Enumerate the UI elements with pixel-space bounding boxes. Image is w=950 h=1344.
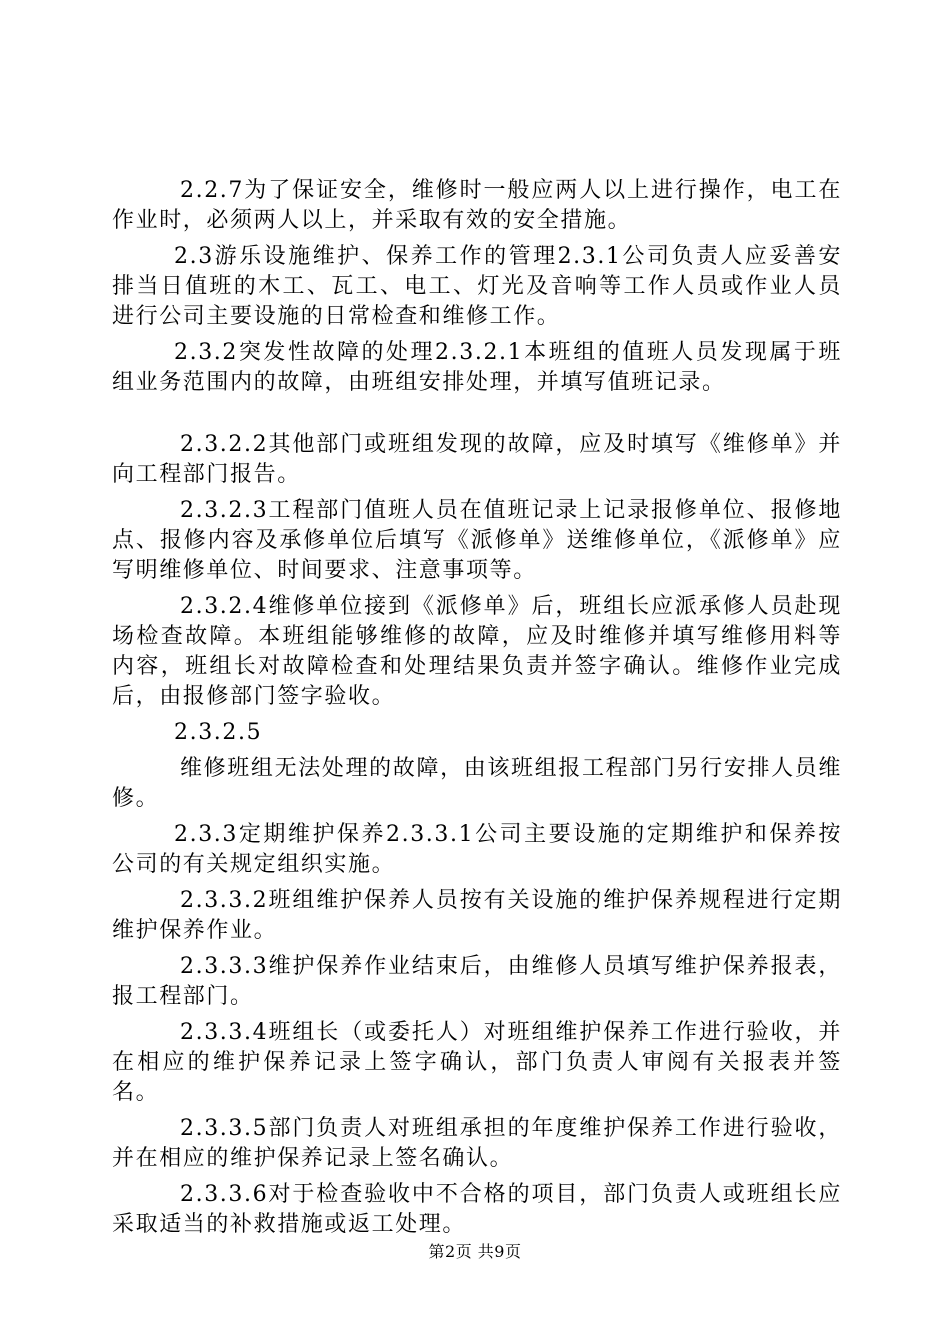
paragraph-2-3-3-4: 2.3.3.4班组长（或委托人）对班组维护保养工作进行验收，并在相应的维护保养记录上签字确认，部门负责人审阅有关报表并签名。	[112, 1020, 842, 1105]
paragraph-2-3-2-3: 2.3.2.3工程部门值班人员在值班记录上记录报修单位、报修地点、报修内容及承修单位后填写《派修单》送维修单位，《派修单》应写明维修单位、时间要求、注意事项等。	[112, 498, 842, 583]
paragraph-2-3-3-6: 2.3.3.6对于检查验收中不合格的项目，部门负责人或班组长应采取适当的补救措施或返工处理。	[112, 1182, 842, 1237]
paragraph-2-2-7: 2.2.7为了保证安全，维修时一般应两人以上进行操作，电工在作业时，必须两人以上，并采取有效的安全措施。	[112, 178, 842, 233]
paragraph-2-3-2-5-heading: 2.3.2.5	[174, 720, 263, 745]
paragraph-2-3-3-2: 2.3.3.2班组维护保养人员按有关设施的维护保养规程进行定期维护保养作业。	[112, 888, 842, 943]
paragraph-2-3: 2.3游乐设施维护、保养工作的管理2.3.1公司负责人应妥善安排当日值班的木工、瓦工、电工、灯光及音响等工作人员或作业人员进行公司主要设施的日常检查和维修工作。	[112, 244, 842, 329]
paragraph-2-3-3-5: 2.3.3.5部门负责人对班组承担的年度维护保养工作进行验收，并在相应的维护保养记录上签名确认。	[112, 1116, 842, 1171]
page-number-footer: 第2页 共9页	[428, 1242, 522, 1261]
paragraph-2-3-2: 2.3.2突发性故障的处理2.3.2.1本班组的值班人员发现属于班组业务范围内的故障，由班组安排处理，并填写值班记录。	[112, 340, 842, 395]
paragraph-2-3-2-4: 2.3.2.4维修单位接到《派修单》后，班组长应派承修人员赴现场检查故障。本班组能够维修的故障，应及时维修并填写维修用料等内容，班组长对故障检查和处理结果负责并签字确认。维修作业完成后，由报修部门签字验收。	[112, 594, 842, 709]
paragraph-2-3-3-3: 2.3.3.3维护保养作业结束后，由维修人员填写维护保养报表，报工程部门。	[112, 954, 842, 1009]
paragraph-2-3-3: 2.3.3定期维护保养2.3.3.1公司主要设施的定期维护和保养按公司的有关规定组织实施。	[112, 822, 842, 877]
document-body	[112, 176, 842, 1246]
paragraph-2-3-2-2: 2.3.2.2其他部门或班组发现的故障，应及时填写《维修单》并向工程部门报告。	[112, 432, 842, 487]
paragraph-2-3-2-5: 维修班组无法处理的故障，由该班组报工程部门另行安排人员维修。	[112, 756, 842, 811]
